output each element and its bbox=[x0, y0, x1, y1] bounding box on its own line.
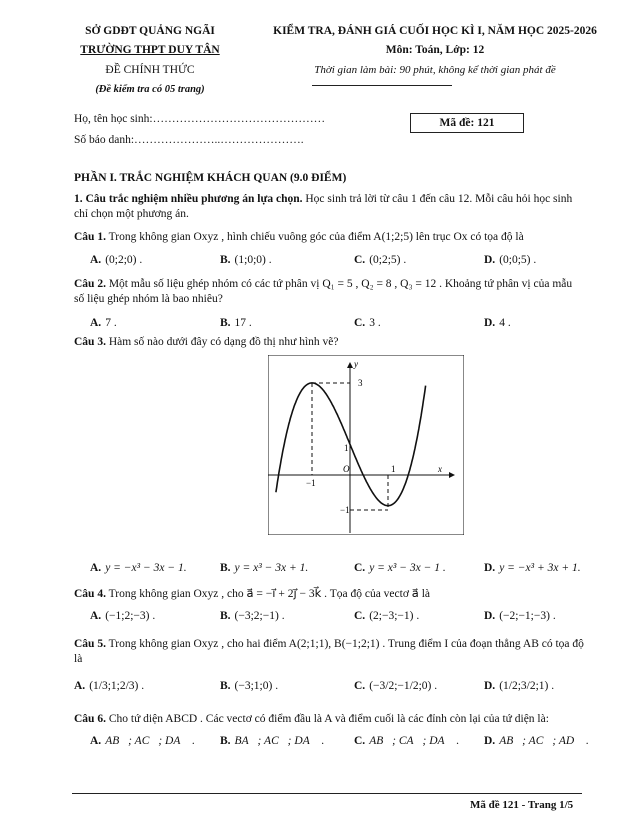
part1-title: PHẦN I. TRẮC NGHIỆM KHÁCH QUAN (9.0 ĐIỂM) bbox=[74, 172, 347, 184]
answer-option[interactable]: C. y = x³ − 3x − 1 . bbox=[354, 562, 446, 574]
pages-note: (Đề kiểm tra có 05 trang) bbox=[95, 84, 205, 95]
answer-option[interactable]: A. (−1;2;−3) . bbox=[90, 610, 156, 622]
school-name: TRƯỜNG THPT DUY TÂN bbox=[80, 44, 220, 56]
question-text: Cho tứ diện ABCD . Các vectơ có điểm đầu là A và điểm cuối là các đỉnh còn lại của tứ diện là: bbox=[105, 713, 549, 725]
answer-option[interactable]: B. y = x³ − 3x + 1. bbox=[220, 562, 309, 574]
answers-q4 bbox=[0, 610, 640, 626]
question-3 bbox=[74, 336, 339, 348]
header-rule bbox=[312, 85, 452, 86]
question-label: Câu 3. bbox=[74, 336, 106, 348]
tick-y1: 1 bbox=[344, 443, 349, 453]
question-label: Câu 1. bbox=[74, 231, 106, 243]
answer-option[interactable]: A. (1/3;1;2/3) . bbox=[74, 680, 145, 692]
answer-option[interactable]: C. 3 . bbox=[354, 317, 381, 329]
answers-q5 bbox=[0, 680, 640, 696]
footer-rule bbox=[72, 793, 582, 794]
answer-option[interactable]: B. 17 . bbox=[220, 317, 252, 329]
answers-q2 bbox=[0, 317, 640, 333]
answer-option[interactable]: C. AB⃗; CA⃗; DA⃗ . bbox=[354, 735, 460, 747]
answer-option[interactable]: B. (−3;2;−1) . bbox=[220, 610, 285, 622]
question-text: Trong không gian Oxyz , hình chiếu vuông góc của điểm A(1;2;5) lên trục Ox có tọa độ là bbox=[105, 231, 524, 243]
cubic-curve bbox=[276, 383, 426, 506]
x-axis-label: x bbox=[438, 464, 442, 474]
question-4 bbox=[74, 586, 430, 600]
exam-title: KIỂM TRA, ĐÁNH GIÁ CUỐI HỌC KÌ I, NĂM HỌC 2025-2026 bbox=[273, 25, 597, 37]
footer-page: Mã đề 121 - Trang 1/5 bbox=[470, 799, 574, 811]
answer-option[interactable]: B. (1;0;0) . bbox=[220, 254, 272, 266]
question-6 bbox=[74, 713, 549, 725]
answer-option[interactable]: D. y = −x³ + 3x + 1. bbox=[484, 562, 581, 574]
answer-option[interactable]: A. y = −x³ − 3x − 1. bbox=[90, 562, 187, 574]
question-text: Trong không gian Oxyz , cho a⃗ = −i⃗ + 2j⃗ − 3k⃗ . Tọa độ của vectơ a⃗ là bbox=[105, 588, 431, 600]
answers-q6 bbox=[0, 735, 640, 751]
answers-q1 bbox=[0, 254, 640, 270]
department: SỞ GDĐT QUẢNG NGÃI bbox=[85, 25, 215, 37]
graph-frame bbox=[268, 355, 464, 535]
answer-option[interactable]: D. 4 . bbox=[484, 317, 511, 329]
tick-x1: 1 bbox=[391, 464, 396, 474]
official-label: ĐỀ CHÍNH THỨC bbox=[105, 64, 195, 76]
question-label: Câu 6. bbox=[74, 713, 106, 725]
subject-line: Môn: Toán, Lớp: 12 bbox=[385, 44, 485, 56]
part1-intro-bold: 1. Câu trắc nghiệm nhiều phương án lựa chọn. bbox=[74, 193, 303, 205]
question-label: Câu 2. bbox=[74, 278, 106, 290]
question-text: Một mẫu số liệu ghép nhóm có các tứ phân vị Q₁ = 5 , Q₂ = 8 , Q₃ = 12 . Khoảng tứ phân vị của mẫu số liệu ghép nhóm là bao nhiêu? bbox=[74, 278, 573, 305]
question-text: Trong không gian Oxyz , cho hai điểm A(2;1;1), B(−1;2;1) . Trung điểm I của đoạn thẳng AB có tọa độ là bbox=[74, 638, 584, 665]
answer-option[interactable]: A. (0;2;0) . bbox=[90, 254, 143, 266]
question-1 bbox=[74, 231, 524, 243]
answer-option[interactable]: B. BA⃗; AC⃗; DA⃗ . bbox=[220, 735, 325, 747]
answer-option[interactable]: D. AB⃗; AC⃗; AD⃗ . bbox=[484, 735, 589, 747]
student-name-field: Họ, tên học sinh:……………………………………… bbox=[74, 113, 326, 125]
origin-label: O bbox=[343, 464, 350, 474]
part1-intro bbox=[74, 192, 584, 222]
answer-option[interactable]: C. (−3/2;−1/2;0) . bbox=[354, 680, 438, 692]
answer-option[interactable]: D. (0;0;5) . bbox=[484, 254, 537, 266]
y-axis-label: y bbox=[354, 359, 358, 369]
question-5 bbox=[74, 637, 584, 667]
question-label: Câu 5. bbox=[74, 638, 106, 650]
answer-option[interactable]: B. (−3;1;0) . bbox=[220, 680, 279, 692]
question-label: Câu 4. bbox=[74, 588, 106, 600]
tick-xm1: −1 bbox=[306, 478, 316, 488]
tick-y3: 3 bbox=[358, 378, 363, 388]
part1-intro-rest: Học sinh trả lời từ câu 1 đến câu 12. Mỗi câu hỏi học sinh chỉ chọn một phương án. bbox=[74, 193, 573, 220]
student-id-field: Số báo danh:…………………..…………………. bbox=[74, 134, 304, 146]
answer-option[interactable]: C. (0;2;5) . bbox=[354, 254, 407, 266]
answer-option[interactable]: C. (2;−3;−1) . bbox=[354, 610, 420, 622]
tick-ym1: −1 bbox=[340, 505, 350, 515]
answer-option[interactable]: A. AB⃗; AC⃗; DA⃗ . bbox=[90, 735, 196, 747]
exam-code-box: Mã đề: 121 bbox=[410, 113, 524, 133]
answer-option[interactable]: D. (1/2;3/2;1) . bbox=[484, 680, 555, 692]
answer-option[interactable]: D. (−2;−1;−3) . bbox=[484, 610, 556, 622]
cubic-graph bbox=[268, 355, 464, 535]
answer-option[interactable]: A. 7 . bbox=[90, 317, 117, 329]
time-line: Thời gian làm bài: 90 phút, không kể thời gian phát đề bbox=[314, 64, 556, 76]
question-2 bbox=[74, 277, 584, 307]
answers-q3 bbox=[0, 562, 640, 578]
question-text: Hàm số nào dưới đây có dạng đồ thị như hình vẽ? bbox=[105, 336, 339, 348]
